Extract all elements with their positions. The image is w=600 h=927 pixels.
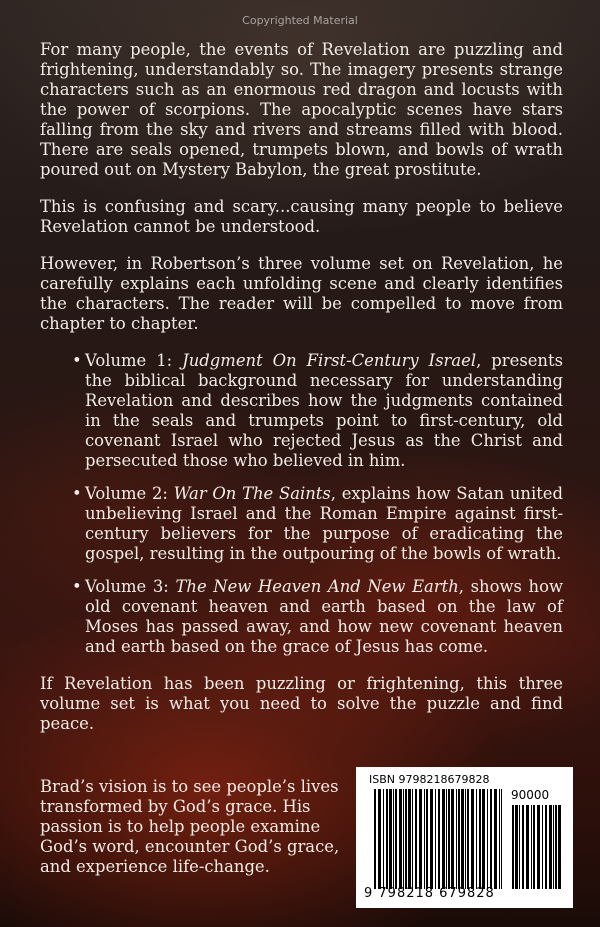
- barcode-bar: [378, 789, 381, 889]
- barcode-bar: [442, 789, 445, 889]
- isbn-label: ISBN 9798218679828: [369, 773, 490, 786]
- volume-3-description: , shows how old covenant heaven and earth based on the law of Moses has passed away, and how new covenant heaven and earth based on the grace of Jesus has come.: [85, 577, 563, 656]
- volume-2-prefix: Volume 2:: [85, 484, 174, 503]
- barcode-bar: [399, 789, 402, 889]
- barcode-bar: [467, 789, 469, 889]
- barcode-bar: [549, 805, 552, 889]
- barcode-bar: [501, 789, 502, 889]
- barcode-bar: [545, 805, 547, 889]
- barcode-bar: [465, 789, 466, 889]
- volume-list: [40, 351, 563, 657]
- volume-2-item: [72, 484, 564, 564]
- barcode-bar: [446, 789, 447, 889]
- barcode-bar: [430, 789, 433, 889]
- barcode-bar: [555, 805, 557, 889]
- barcode-bar: [408, 789, 411, 889]
- barcode-bar: [412, 789, 413, 889]
- bullet-icon: •: [72, 484, 82, 503]
- volume-2-description: , explains how Satan united unbelieving Israel and the Roman Empire against first-century believers for the purpose of eradicating the gospel, resulting in the outpouring of the bowls of wrath.: [85, 484, 564, 563]
- volume-1-prefix: Volume 1:: [85, 351, 183, 370]
- barcode-digits: 9 798218 679828: [364, 886, 495, 901]
- intro-paragraph-1: For many people, the events of Revelation are puzzling and frightening, understandably so. The imagery presents strange characters such as an enormous red dragon and locusts with the power of scorpions. The apocalyptic scenes have stars falling from the sky and rivers and streams filled with blood. There are seals opened, trumpets blown, and bowls of wrath poured out on Mystery Babylon, the great prostitute.: [40, 40, 563, 179]
- barcode-bar: [426, 789, 428, 889]
- barcode-bar: [461, 789, 464, 889]
- price-code: 90000: [511, 788, 550, 802]
- author-bio: Brad’s vision is to see people’s lives transformed by God’s grace. His passion is to help people examine God’s word, encounter God’s grace, and experience life-change.: [40, 777, 340, 876]
- barcode-bar: [448, 789, 450, 889]
- volume-2-title: War On The Saints: [173, 484, 331, 503]
- barcode-bar: [531, 805, 532, 889]
- barcode-bar: [482, 789, 485, 889]
- volume-1-title: Judgment On First-Century Israel: [182, 351, 477, 370]
- volume-3-prefix: Volume 3:: [85, 577, 176, 596]
- barcode-bar: [526, 805, 529, 889]
- barcode-bar: [487, 789, 488, 889]
- barcode-bar: [395, 789, 397, 889]
- barcode-bar: [419, 789, 422, 889]
- copyright-watermark: Copyrighted Material: [242, 14, 358, 27]
- volume-3-item: [72, 577, 563, 657]
- barcode-bar: [415, 789, 417, 889]
- barcode-bar: [451, 789, 454, 889]
- barcode-bar: [519, 805, 520, 889]
- barcode-bar: [533, 805, 535, 889]
- barcode-bar: [403, 789, 404, 889]
- barcode-bar: [537, 805, 540, 889]
- barcode-bar: [405, 789, 407, 889]
- bullet-icon: •: [72, 577, 82, 596]
- bullet-icon: •: [72, 351, 82, 370]
- barcode-bars-main: [374, 789, 502, 889]
- barcode-bar: [512, 805, 514, 889]
- barcode-bar: [471, 789, 474, 889]
- barcode-bar: [438, 789, 440, 889]
- barcode-bar: [374, 789, 376, 889]
- barcode-bar: [476, 789, 477, 889]
- volume-3-title: The New Heaven And New Earth: [175, 577, 459, 596]
- barcode-bar: [542, 805, 543, 889]
- barcode-bar: [490, 789, 492, 889]
- isbn-barcode: [356, 767, 573, 908]
- volume-1-description: , presents the biblical background necessary for understanding Revelation and describes how the judgments contained in the seals and trumpets point to first-century, old covenant Israel who rejected Jesus as the Christ and persecuted those who believed in him.: [85, 351, 563, 470]
- barcode-bar: [522, 805, 524, 889]
- barcode-bar: [435, 789, 436, 889]
- barcode-bar: [515, 805, 518, 889]
- barcode-bar: [558, 805, 561, 889]
- barcode-bar: [386, 789, 388, 889]
- closing-paragraph: If Revelation has been puzzling or frightening, this three volume set is what you need to solve the puzzle and find peace.: [40, 674, 563, 733]
- intro-paragraph-2: This is confusing and scary...causing many people to believe Revelation cannot be understood.: [40, 197, 563, 236]
- barcode-bar: [458, 789, 460, 889]
- barcode-bar: [393, 789, 394, 889]
- intro-paragraph-3: However, in Robertson’s three volume set on Revelation, he carefully explains each unfolding scene and clearly identifies the characters. The reader will be compelled to move from chapter to chapter.: [40, 254, 563, 333]
- barcode-bar: [383, 789, 384, 889]
- volume-1-item: [72, 351, 563, 471]
- barcode-bar: [499, 789, 500, 889]
- barcode-bar: [479, 789, 481, 889]
- barcode-bars-addon: [512, 805, 562, 889]
- back-cover-text: [40, 40, 563, 751]
- barcode-bar: [389, 789, 392, 889]
- barcode-bar: [424, 789, 425, 889]
- barcode-bar: [456, 789, 457, 889]
- barcode-bar: [553, 805, 554, 889]
- barcode-bar: [494, 789, 497, 889]
